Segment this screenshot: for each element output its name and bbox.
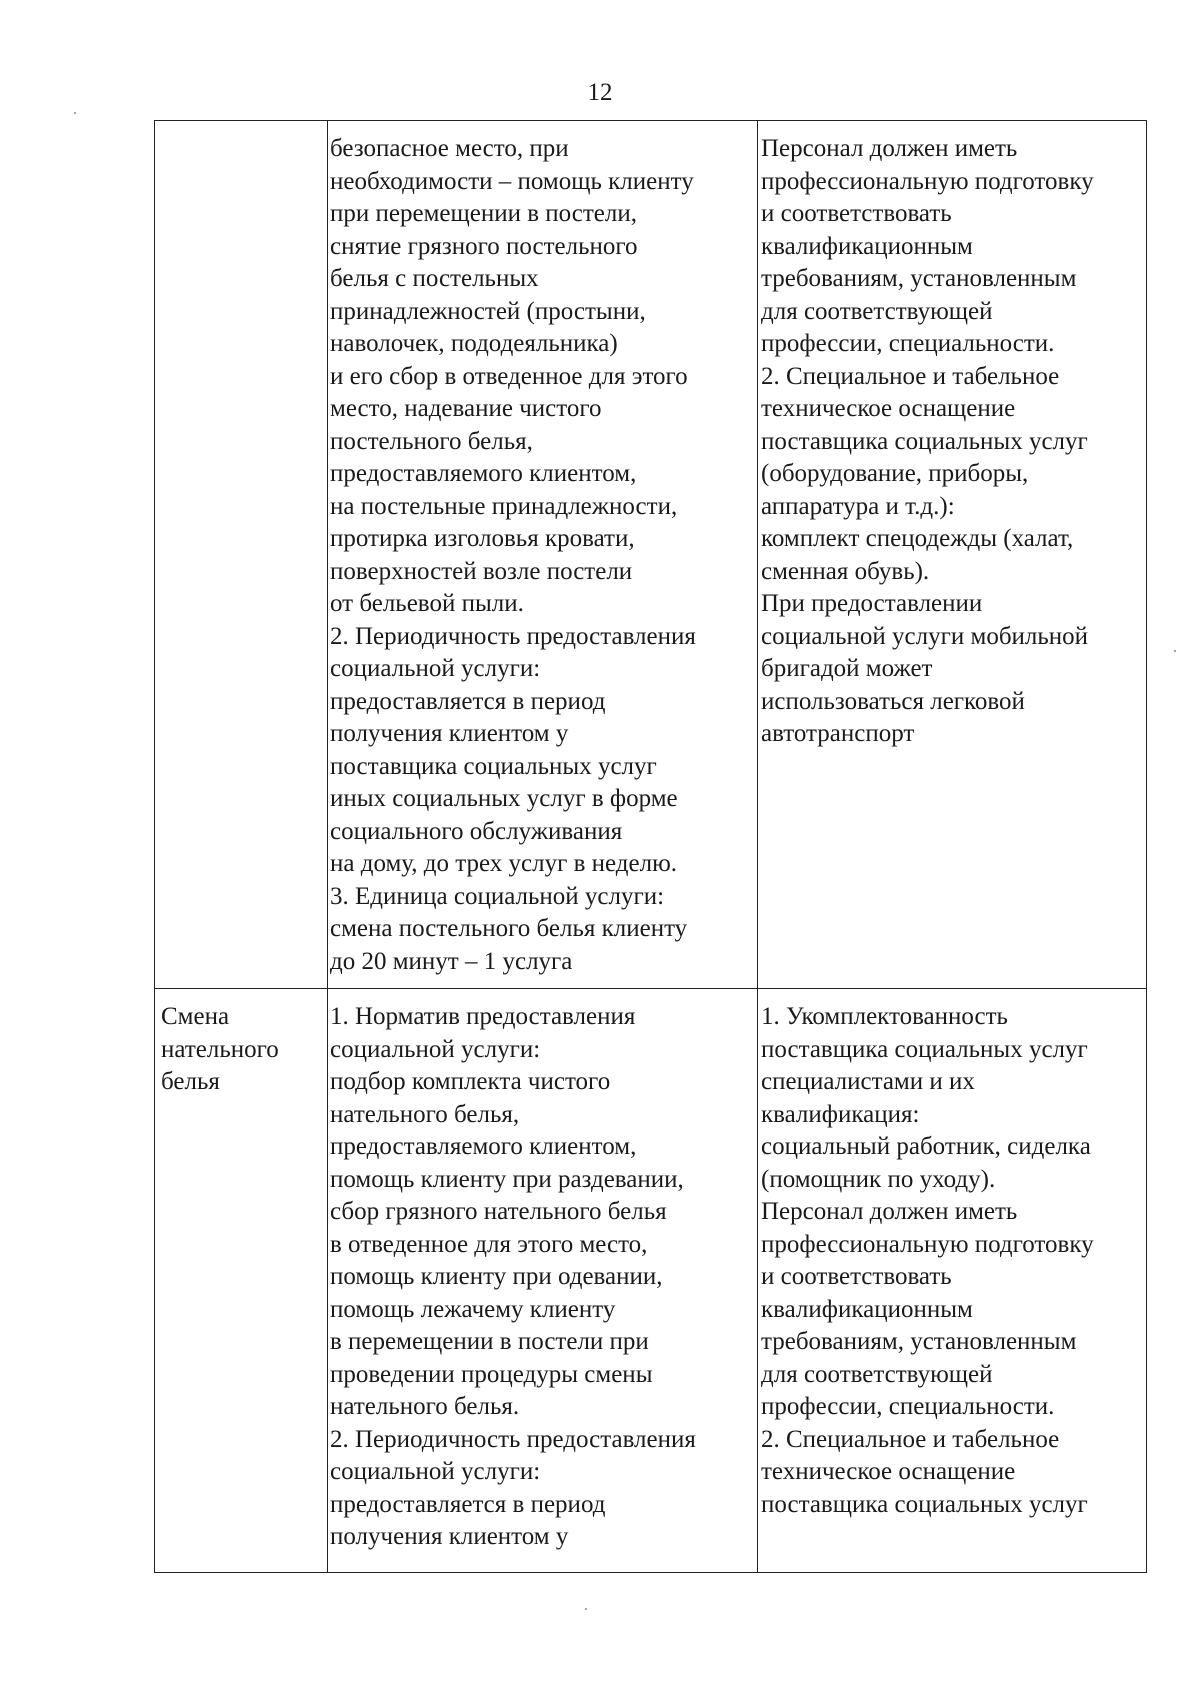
text-line: на дому, до трех услуг в неделю. <box>330 850 677 877</box>
text-line: При предоставлении <box>761 590 983 617</box>
text-line: социальный работник, сиделка <box>761 1133 1091 1160</box>
text-line: техническое оснащение <box>761 395 1016 422</box>
text-line: для соответствующей <box>761 1360 993 1388</box>
text-line: и соответствовать <box>761 200 952 227</box>
text-line: квалификационным <box>761 1295 973 1323</box>
text-line: и соответствовать <box>761 1263 952 1290</box>
text-line: 1. Норматив предоставления <box>330 1003 636 1030</box>
text-line: профессии, специальности. <box>761 330 1055 357</box>
text-line: снятие грязного постельного <box>330 232 638 260</box>
service-description-cell <box>328 121 758 989</box>
text-line: профессии, специальности. <box>761 1393 1055 1420</box>
scan-speck <box>74 112 76 114</box>
text-line: проведении процедуры смены <box>330 1360 653 1388</box>
text-line: автотранспорт <box>761 720 915 747</box>
text-line: поставщика социальных услуг <box>330 752 657 780</box>
text-line: от бельевой пыли. <box>330 590 524 617</box>
text-line: 2. Периодичность предоставления <box>330 1425 696 1453</box>
text-line: использоваться легковой <box>761 687 1025 715</box>
text-line: получения клиентом у <box>330 1523 569 1550</box>
service-conditions-cell <box>758 989 1147 1573</box>
services-table <box>154 120 1147 1573</box>
scan-speck <box>585 1608 587 1610</box>
text-line: наволочек, пододеяльника) <box>330 330 618 357</box>
text-line: социальной услуги: <box>330 655 541 682</box>
text-line: протирка изголовья кровати, <box>330 525 635 552</box>
text-line: (оборудование, приборы, <box>761 460 1029 487</box>
text-line: требованиям, установленным <box>761 265 1077 292</box>
text-line: при перемещении в постели, <box>330 200 638 227</box>
text-line: 3. Единица социальной услуги: <box>330 882 665 910</box>
text-line: помощь лежачему клиенту <box>330 1295 616 1323</box>
service-description-cell <box>328 989 758 1573</box>
text-line: специалистами и их <box>761 1068 975 1095</box>
text-line: нательного <box>161 1035 279 1063</box>
text-line: бригадой может <box>761 655 933 682</box>
text-line: и его сбор в отведенное для этого <box>330 362 688 390</box>
text-line: поверхностей возле постели <box>330 557 633 585</box>
text-line: квалификация: <box>761 1100 920 1128</box>
text-line: 1. Укомплектованность <box>761 1003 1008 1030</box>
scan-speck <box>1174 650 1176 652</box>
text-line: социального обслуживания <box>330 817 623 845</box>
text-line: подбор комплекта чистого <box>330 1068 611 1095</box>
text-line: помощь клиенту при одевании, <box>330 1263 663 1290</box>
text-line: квалификационным <box>761 232 973 260</box>
text-line: место, надевание чистого <box>330 395 602 422</box>
text-line: для соответствующей <box>761 297 993 325</box>
text-line: помощь клиенту при раздевании, <box>330 1165 684 1193</box>
text-line: постельного белья, <box>330 427 533 455</box>
text-line: Персонал должен иметь <box>761 135 1018 162</box>
text-line: 2. Периодичность предоставления <box>330 622 696 650</box>
text-line: профессиональную подготовку <box>761 1230 1094 1258</box>
text-line: в отведенное для этого место, <box>330 1230 648 1258</box>
service-name-cell <box>155 121 328 989</box>
text-line: нательного белья. <box>330 1393 520 1420</box>
text-line: предоставляется в период <box>330 687 606 715</box>
text-line: получения клиентом у <box>330 720 569 747</box>
text-line: 2. Специальное и табельное <box>761 1425 1060 1453</box>
text-line: социальной услуги: <box>330 1458 541 1485</box>
text-line: предоставляемого клиентом, <box>330 460 637 487</box>
table-row <box>155 989 1147 1573</box>
text-line: поставщика социальных услуг <box>761 427 1088 455</box>
text-line: требованиям, установленным <box>761 1328 1077 1355</box>
text-line: до 20 минут – 1 услуга <box>330 947 573 975</box>
text-line: Персонал должен иметь <box>761 1198 1018 1225</box>
text-line: социальной услуги: <box>330 1035 541 1063</box>
text-line: смена постельного белья клиенту <box>330 915 688 942</box>
text-line: (помощник по уходу). <box>761 1165 996 1193</box>
text-line: принадлежностей (простыни, <box>330 297 646 325</box>
page-number: 12 <box>587 79 613 106</box>
text-line: на постельные принадлежности, <box>330 492 678 520</box>
text-line: социальной услуги мобильной <box>761 622 1089 650</box>
text-line: профессиональную подготовку <box>761 167 1094 195</box>
table-row <box>155 121 1147 989</box>
text-line: иных социальных услуг в форме <box>330 785 678 812</box>
text-line: техническое оснащение <box>761 1458 1016 1485</box>
text-line: сменная обувь). <box>761 557 930 585</box>
text-line: необходимости – помощь клиенту <box>330 167 694 195</box>
service-conditions-cell <box>758 121 1147 989</box>
text-line: 2. Специальное и табельное <box>761 362 1060 390</box>
service-name-cell <box>155 989 328 1573</box>
text-line: поставщика социальных услуг <box>761 1490 1088 1518</box>
text-line: предоставляемого клиентом, <box>330 1133 637 1160</box>
text-line: предоставляется в период <box>330 1490 606 1518</box>
text-line: аппаратура и т.д.): <box>761 492 955 520</box>
text-line: Смена <box>161 1003 230 1030</box>
text-line: белья <box>161 1068 220 1095</box>
text-line: комплект спецодежды (халат, <box>761 525 1074 552</box>
text-line: поставщика социальных услуг <box>761 1035 1088 1063</box>
text-line: сбор грязного нательного белья <box>330 1198 667 1225</box>
text-line: белья с постельных <box>330 265 539 292</box>
text-line: нательного белья, <box>330 1100 520 1128</box>
text-line: в перемещении в постели при <box>330 1328 649 1355</box>
text-line: безопасное место, при <box>330 135 569 162</box>
